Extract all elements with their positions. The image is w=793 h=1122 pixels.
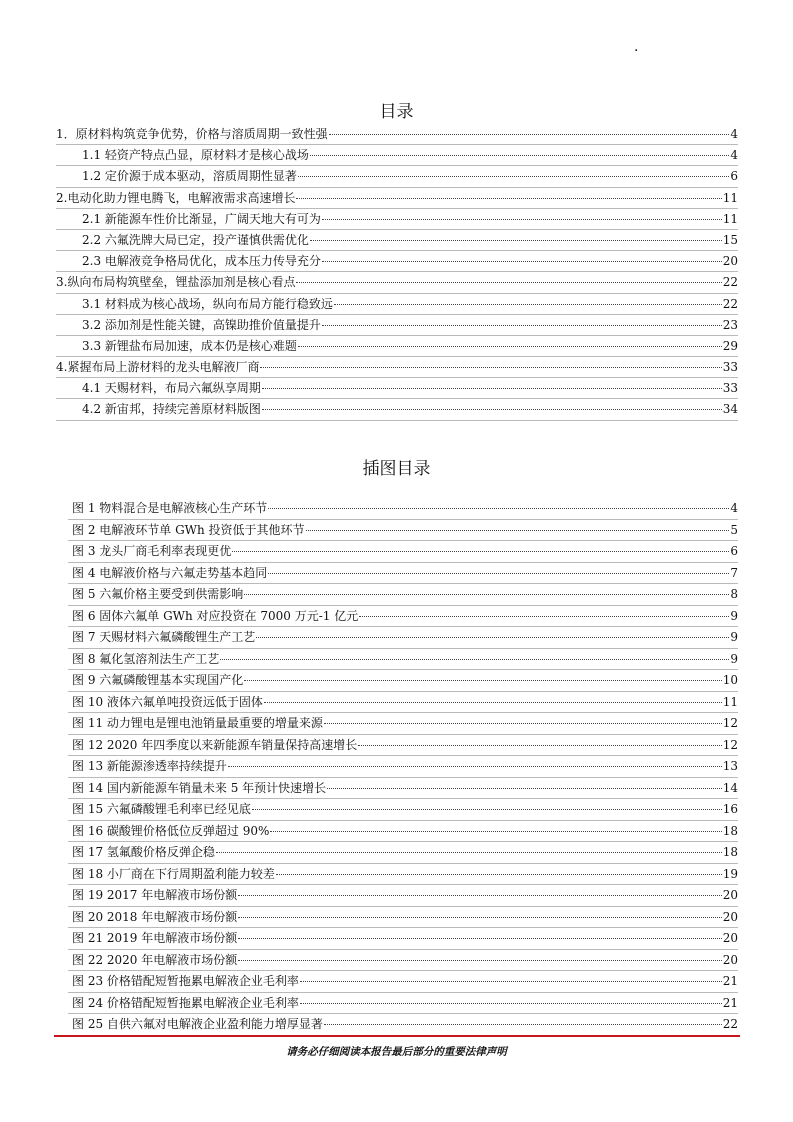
toc-entry-label: 1.1 轻资产特点凸显，原材料才是核心战场 xyxy=(82,148,309,163)
toc-entry[interactable] xyxy=(56,209,738,230)
dot-leader xyxy=(262,409,722,410)
figure-entry[interactable] xyxy=(56,563,738,585)
figure-entry-page-number: 8 xyxy=(730,587,738,601)
figure-entry[interactable] xyxy=(56,606,738,628)
toc-entry[interactable] xyxy=(56,378,738,399)
figure-entry[interactable] xyxy=(56,950,738,972)
figure-entry-label: 图 15 六氟磷酸锂毛利率已经见底 xyxy=(72,802,251,816)
table-of-contents xyxy=(56,124,738,421)
figure-entry-label: 图 25 自供六氟对电解液企业盈利能力增厚显著 xyxy=(72,1017,323,1031)
figure-entry[interactable] xyxy=(56,670,738,692)
figure-entry-page-number: 4 xyxy=(730,501,738,515)
figure-entry-label: 图 24 价格错配短暂拖累电解液企业毛利率 xyxy=(72,995,299,1010)
dot-leader xyxy=(324,1024,722,1025)
toc-entry-page-number: 33 xyxy=(722,381,738,396)
figure-entry-label: 图 4 电解液价格与六氟走势基本趋同 xyxy=(72,565,268,580)
figure-entry[interactable] xyxy=(56,735,738,757)
figure-entry-page-number: 20 xyxy=(722,931,738,945)
toc-entry-label: 3.2 添加剂是性能关键，高镍助推价值量提升 xyxy=(82,317,321,332)
figure-entry-label: 图 22 2020 年电解液市场份额 xyxy=(72,952,238,967)
figure-entry-label: 图 14 国内新能源车销量未来 5 年预计快速增长 xyxy=(72,780,327,795)
figure-entry-page-number: 21 xyxy=(722,995,738,1010)
figure-entry[interactable] xyxy=(56,842,738,864)
figure-list-title: 插图目录 xyxy=(362,459,431,479)
dot-leader xyxy=(322,219,722,220)
dot-leader xyxy=(359,616,729,617)
figure-entry-label: 图 21 2019 年电解液市场份额 xyxy=(72,931,238,945)
dot-leader xyxy=(276,874,722,875)
figure-entry-label: 图 11 动力锂电是锂电池销量最重要的增量来源 xyxy=(72,716,323,730)
toc-entry-page-number: 22 xyxy=(722,296,738,311)
dot-leader xyxy=(268,573,729,574)
figure-entry-label: 图 3 龙头厂商毛利率表现更优 xyxy=(72,544,232,558)
toc-entry-label: 2.1 新能源车性价比渐显，广阔天地大有可为 xyxy=(82,211,321,226)
figure-entry-page-number: 20 xyxy=(722,952,738,967)
footer-disclaimer: 请务必仔细阅读本报告最后部分的重要法律声明 xyxy=(286,1046,507,1058)
toc-entry-label: 3.3 新锂盐布局加速，成本仍是核心难题 xyxy=(82,338,297,353)
figure-entry-page-number: 12 xyxy=(722,737,738,752)
figure-entry[interactable] xyxy=(56,993,738,1015)
toc-entry-page-number: 4 xyxy=(730,148,738,163)
figure-entry-page-number: 12 xyxy=(722,716,738,730)
toc-entry[interactable] xyxy=(56,188,738,209)
dot-leader xyxy=(322,325,722,326)
toc-title: 目录 xyxy=(379,102,414,122)
figure-entry-page-number: 6 xyxy=(730,544,738,558)
dot-leader xyxy=(252,809,722,810)
figure-entry-label: 图 18 小厂商在下行周期盈利能力较差 xyxy=(72,866,275,881)
figure-entry-page-number: 14 xyxy=(722,780,738,795)
toc-entry[interactable] xyxy=(56,230,738,251)
figure-entry-label: 图 19 2017 年电解液市场份额 xyxy=(72,888,238,902)
figure-entry-page-number: 21 xyxy=(722,974,738,988)
toc-entry-label: 1．原材料构筑竞争优势，价格与溶质周期一致性强 xyxy=(56,127,328,141)
figure-entry-page-number: 20 xyxy=(722,888,738,902)
dot-leader xyxy=(238,917,721,918)
figure-entry-label: 图 5 六氟价格主要受到供需影响 xyxy=(72,587,244,601)
toc-entry-page-number: 29 xyxy=(722,338,738,353)
toc-entry[interactable] xyxy=(56,166,738,187)
toc-entry-page-number: 15 xyxy=(722,232,738,247)
toc-entry-page-number: 33 xyxy=(722,360,738,375)
dot-leader xyxy=(300,981,722,982)
figure-entry-label: 图 23 价格错配短暂拖累电解液企业毛利率 xyxy=(72,974,299,988)
dot-leader xyxy=(298,176,729,177)
toc-entry-label: 1.2 定价源于成本驱动，溶质周期性显著 xyxy=(82,169,297,184)
figure-entry-label: 图 13 新能源渗透率持续提升 xyxy=(72,759,227,773)
dot-leader xyxy=(306,530,730,531)
figure-entry[interactable] xyxy=(56,885,738,907)
dot-leader xyxy=(298,346,722,347)
figure-entry-page-number: 13 xyxy=(722,759,738,773)
toc-entry-label: 4.2 新宙邦，持续完善原材料版图 xyxy=(82,402,261,417)
figure-entry[interactable] xyxy=(56,649,738,671)
dot-leader xyxy=(260,367,721,368)
figure-entry-label: 图 1 物料混合是电解液核心生产环节 xyxy=(72,501,268,515)
toc-entry[interactable] xyxy=(56,357,738,378)
figure-entry[interactable] xyxy=(56,498,738,520)
toc-entry-page-number: 20 xyxy=(722,254,738,269)
figure-entry[interactable] xyxy=(56,541,738,563)
toc-entry[interactable] xyxy=(56,336,738,357)
toc-entry-label: 2.3 电解液竞争格局优化，成本压力传导充分 xyxy=(82,254,321,269)
toc-entry-label: 3.纵向布局构筑壁垒，锂盐添加剂是核心看点 xyxy=(56,275,296,290)
toc-entry[interactable] xyxy=(56,145,738,166)
dot-leader xyxy=(244,594,729,595)
toc-entry-label: 3.1 材料成为核心战场，纵向布局方能行稳致远 xyxy=(82,296,333,311)
figure-entry-page-number: 20 xyxy=(722,909,738,924)
figure-entry[interactable] xyxy=(56,692,738,714)
figure-entry-label: 图 17 氢氟酸价格反弹企稳 xyxy=(72,845,215,859)
dot-leader xyxy=(324,723,722,724)
dot-leader xyxy=(238,938,721,939)
figure-entry-page-number: 18 xyxy=(722,823,738,838)
figure-entry[interactable] xyxy=(56,627,738,649)
figure-entry[interactable] xyxy=(56,778,738,800)
figure-entry[interactable] xyxy=(56,971,738,993)
dot-leader xyxy=(238,895,721,896)
dot-leader xyxy=(264,702,722,703)
toc-entry-page-number: 6 xyxy=(730,169,738,184)
figure-entry-page-number: 16 xyxy=(722,802,738,816)
figure-entry-label: 图 7 天赐材料六氟磷酸锂生产工艺 xyxy=(72,630,256,644)
figure-entry[interactable] xyxy=(56,821,738,843)
figure-entry-page-number: 18 xyxy=(722,845,738,859)
dot-leader xyxy=(220,659,729,660)
figure-entry[interactable] xyxy=(56,1014,738,1036)
dot-leader xyxy=(232,551,729,552)
dot-leader xyxy=(262,388,722,389)
toc-entry-page-number: 11 xyxy=(722,211,738,226)
figure-entry[interactable] xyxy=(56,928,738,950)
toc-entry[interactable] xyxy=(56,124,738,145)
figure-entry[interactable] xyxy=(56,907,738,929)
toc-entry[interactable] xyxy=(56,294,738,315)
figure-entry-label: 图 20 2018 年电解液市场份额 xyxy=(72,909,238,924)
dot-leader xyxy=(268,508,729,509)
list-of-figures xyxy=(56,498,738,1036)
toc-entry-page-number: 22 xyxy=(722,275,738,290)
figure-entry-page-number: 10 xyxy=(722,673,738,687)
dot-leader xyxy=(310,155,729,156)
toc-entry-page-number: 34 xyxy=(722,402,738,417)
figure-entry-label: 图 8 氟化氢溶剂法生产工艺 xyxy=(72,651,220,666)
dot-leader xyxy=(327,788,722,789)
toc-entry-label: 4.1 天赐材料，布局六氟纵享周期 xyxy=(82,381,261,396)
dot-leader xyxy=(228,766,722,767)
toc-entry-label: 2.2 六氟洗牌大局已定，投产谨慎供需优化 xyxy=(82,232,309,247)
toc-entry[interactable] xyxy=(56,251,738,272)
dot-leader xyxy=(334,304,722,305)
footer-rule xyxy=(54,1035,740,1037)
figure-entry-label: 图 6 固体六氟单 GWh 对应投资在 7000 万元-1 亿元 xyxy=(72,608,359,623)
dot-leader xyxy=(300,1003,722,1004)
toc-entry-page-number: 11 xyxy=(722,190,738,205)
figure-entry-page-number: 22 xyxy=(722,1017,738,1031)
figure-entry-page-number: 5 xyxy=(730,522,738,537)
figure-entry[interactable] xyxy=(56,756,738,778)
toc-entry-label: 4.紧握布局上游材料的龙头电解液厂商 xyxy=(56,360,260,375)
figure-entry-label: 图 2 电解液环节单 GWh 投资低于其他环节 xyxy=(72,522,305,537)
dot-leader xyxy=(244,680,721,681)
figure-entry-page-number: 7 xyxy=(730,565,738,580)
figure-entry-page-number: 19 xyxy=(722,866,738,881)
figure-entry-label: 图 16 碳酸锂价格低位反弹超过 90% xyxy=(72,823,270,838)
figure-entry[interactable] xyxy=(56,713,738,735)
toc-entry-label: 2.电动化助力锂电腾飞，电解液需求高速增长 xyxy=(56,190,296,205)
dot-leader xyxy=(296,198,721,199)
dot-leader xyxy=(310,240,722,241)
dot-leader xyxy=(216,852,722,853)
dot-leader xyxy=(238,960,721,961)
figure-entry[interactable] xyxy=(56,584,738,606)
figure-entry[interactable] xyxy=(56,864,738,886)
figure-entry[interactable] xyxy=(56,520,738,542)
figure-entry-page-number: 9 xyxy=(730,651,738,666)
figure-entry-label: 图 12 2020 年四季度以来新能源车销量保持高速增长 xyxy=(72,737,358,752)
figure-entry-label: 图 9 六氟磷酸锂基本实现国产化 xyxy=(72,673,244,687)
dot-leader xyxy=(296,282,721,283)
toc-entry[interactable] xyxy=(56,315,738,336)
dot-leader xyxy=(329,134,730,135)
dot-leader xyxy=(322,261,722,262)
figure-entry[interactable] xyxy=(56,799,738,821)
page-mark: · xyxy=(634,43,639,59)
toc-entry-page-number: 23 xyxy=(722,317,738,332)
toc-entry-page-number: 4 xyxy=(730,127,738,141)
dot-leader xyxy=(270,831,721,832)
figure-entry-page-number: 11 xyxy=(722,694,738,709)
figure-entry-page-number: 9 xyxy=(730,608,738,623)
figure-entry-label: 图 10 液体六氟单吨投资远低于固体 xyxy=(72,694,263,709)
dot-leader xyxy=(358,745,721,746)
toc-entry[interactable] xyxy=(56,399,738,420)
figure-entry-page-number: 9 xyxy=(730,630,738,644)
toc-entry[interactable] xyxy=(56,272,738,293)
dot-leader xyxy=(256,637,729,638)
